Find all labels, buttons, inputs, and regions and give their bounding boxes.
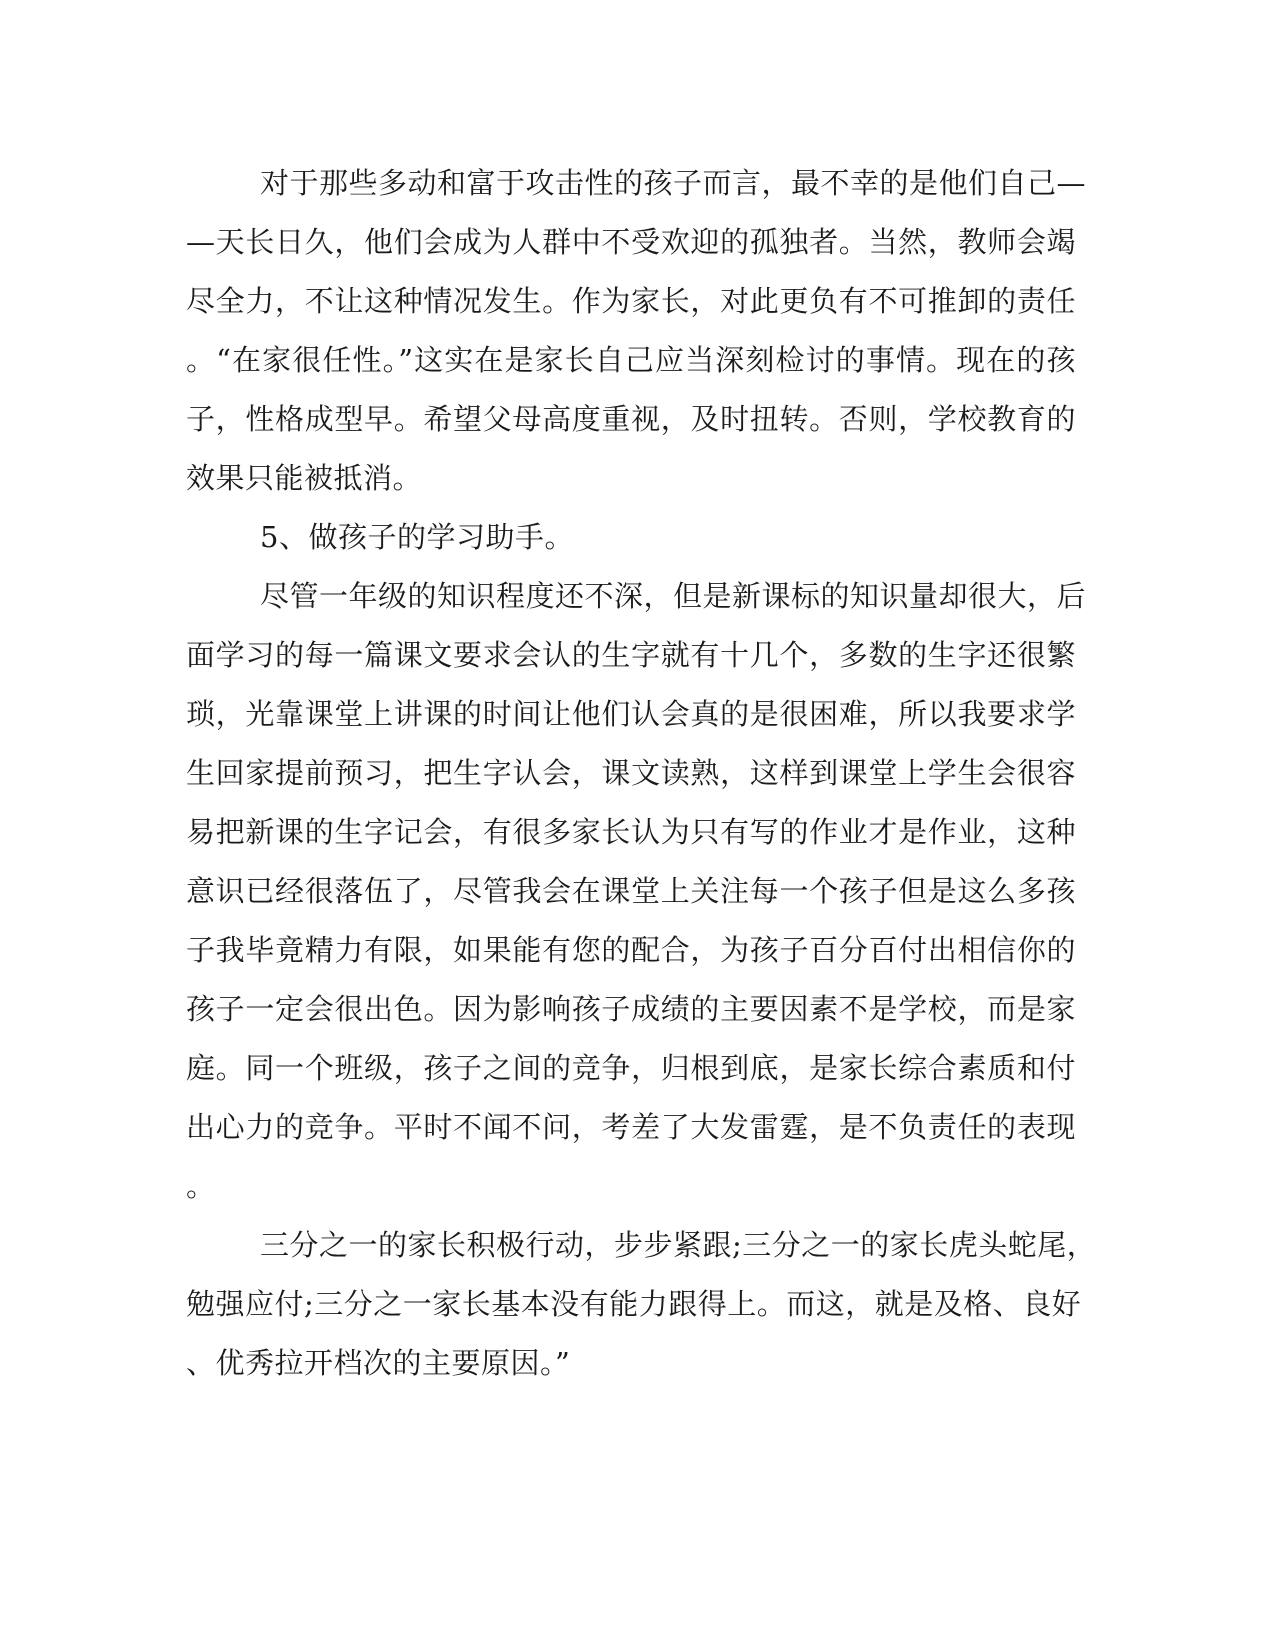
paragraph-2-line-7: 子我毕竟精力有限，如果能有您的配合，为孩子百分百付出相信你的: [186, 933, 1076, 967]
paragraph-2-line-8: 孩子一定会很出色。因为影响孩子成绩的主要因素不是学校，而是家: [186, 992, 1076, 1026]
section-heading: 5、做孩子的学习助手。: [260, 520, 574, 554]
paragraph-1-line-5: 子，性格成型早。希望父母高度重视，及时扭转。否则，学校教育的: [186, 402, 1076, 436]
paragraph-3-line-2: 勉强应付;三分之一家长基本没有能力跟得上。而这，就是及格、良好: [186, 1287, 1082, 1321]
paragraph-2-line-9: 庭。同一个班级，孩子之间的竞争，归根到底，是家长综合素质和付: [186, 1051, 1076, 1085]
paragraph-2-line-1: 尽管一年级的知识程度还不深，但是新课标的知识量却很大，后: [260, 579, 1087, 613]
paragraph-2-line-4: 生回家提前预习，把生字认会，课文读熟，这样到课堂上学生会很容: [186, 756, 1076, 790]
paragraph-3-line-3: 、优秀拉开档次的主要原因。”: [186, 1346, 571, 1380]
paragraph-1-line-3: 尽全力，不让这种情况发生。作为家长，对此更负有不可推卸的责任: [186, 284, 1076, 318]
paragraph-2-line-11: 。: [186, 1169, 216, 1203]
paragraph-2-line-2: 面学习的每一篇课文要求会认的生字就有十几个，多数的生字还很繁: [186, 638, 1076, 672]
paragraph-1-line-2: —天长日久，他们会成为人群中不受欢迎的孤独者。当然，教师会竭: [186, 225, 1076, 259]
paragraph-1-line-1: 对于那些多动和富于攻击性的孩子而言，最不幸的是他们自己—: [260, 166, 1087, 200]
paragraph-2-line-3: 琐，光靠课堂上讲课的时间让他们认会真的是很困难，所以我要求学: [186, 697, 1076, 731]
paragraph-1-line-6: 效果只能被抵消。: [186, 461, 423, 495]
paragraph-1-line-4: 。“在家很任性。”这实在是家长自己应当深刻检讨的事情。现在的孩: [186, 343, 1076, 377]
paragraph-2-line-6: 意识已经很落伍了，尽管我会在课堂上关注每一个孩子但是这么多孩: [186, 874, 1076, 908]
paragraph-3-line-1: 三分之一的家长积极行动，步步紧跟;三分之一的家长虎头蛇尾，: [260, 1228, 1097, 1262]
paragraph-2-line-10: 出心力的竞争。平时不闻不问，考差了大发雷霆，是不负责任的表现: [186, 1110, 1076, 1144]
paragraph-2-line-5: 易把新课的生字记会，有很多家长认为只有写的作业才是作业，这种: [186, 815, 1076, 849]
